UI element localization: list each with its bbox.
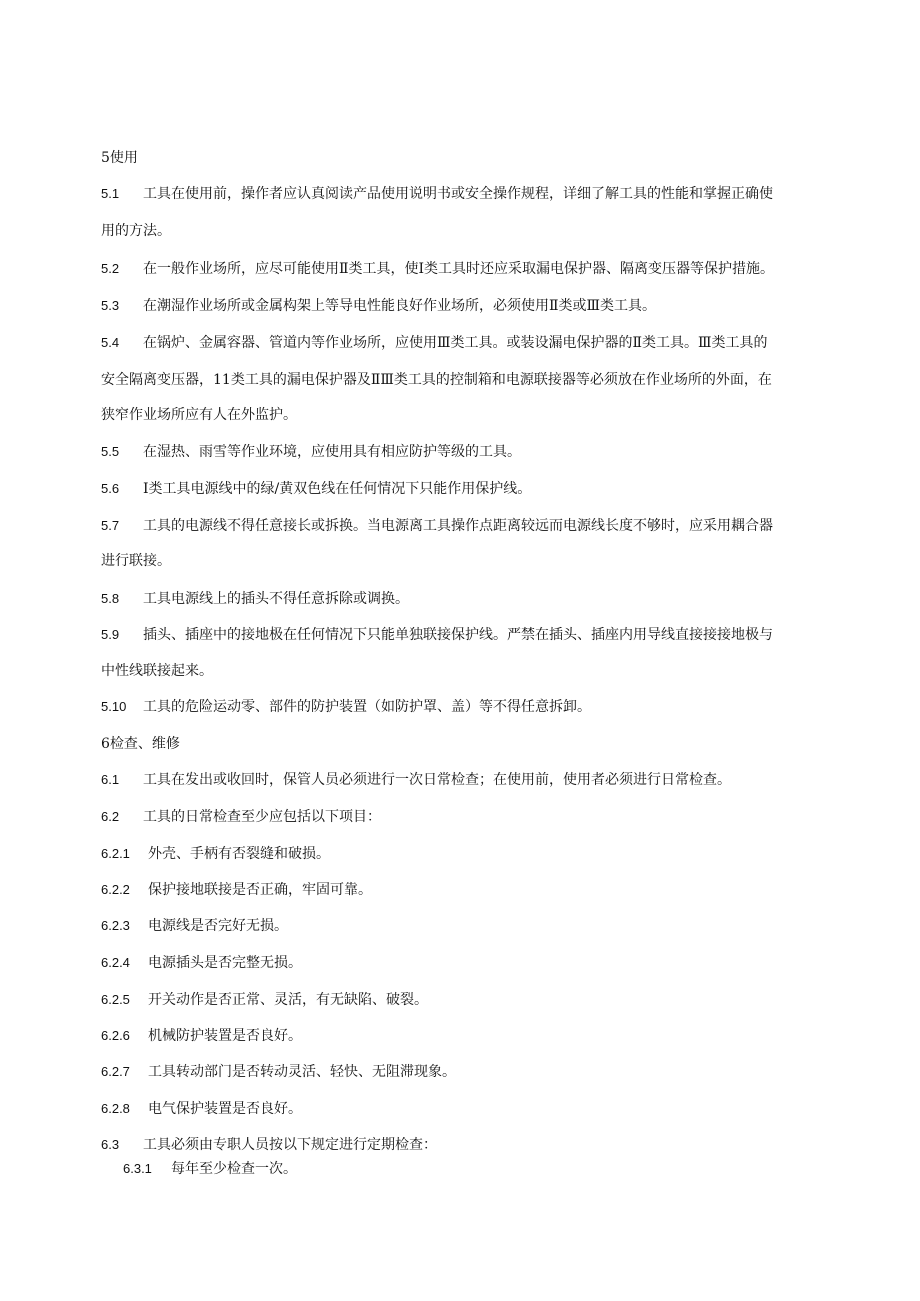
clause-6-2-6 [101,1026,302,1046]
clause-5-4-continuation [101,370,772,390]
clause-6-2-5 [101,990,428,1010]
clause-6-2-7 [101,1062,456,1082]
clause-text: 工具在使用前，操作者应认真阅读产品使用说明书或安全操作规程，详细了解工具的性能和掌握正确使 [143,186,773,202]
clause-number: 6.3 [101,1137,120,1152]
clause-5-3 [101,296,656,316]
clause-number: 6.2.5 [101,992,130,1007]
section-heading-5 [101,148,138,168]
clause-text: 工具的日常检查至少应包括以下项目： [143,809,381,825]
section-title: 6检查、维修 [101,736,180,752]
clause-number: 6.3.1 [123,1161,152,1176]
clause-5-4-continuation-2 [101,405,297,425]
clause-text: 保护接地联接是否正确，牢固可靠。 [148,882,372,898]
clause-number: 6.2.3 [101,918,130,933]
clause-text: 开关动作是否正常、灵活，有无缺陷、破裂。 [148,992,428,1008]
clause-text: 在锅炉、金属容器、管道内等作业场所，应使用Ⅲ类工具。或装设漏电保护器的Ⅱ类工具。Ⅲ类工具的 [143,335,768,351]
clause-number: 6.2.1 [101,846,130,861]
clause-6-2-3 [101,916,288,936]
clause-5-9-continuation [101,661,213,681]
clause-number: 5.6 [101,481,120,496]
clause-text: 工具电源线上的插头不得任意拆除或调换。 [143,591,409,607]
clause-5-4 [101,333,768,353]
clause-6-2-4 [101,953,302,973]
clause-text: Ⅰ类工具电源线中的绿/黄双色线在任何情况下只能作用保护线。 [143,481,532,497]
clause-5-9 [101,625,773,645]
clause-5-10 [101,697,591,717]
clause-number: 5.9 [101,627,120,642]
clause-text: 外壳、手柄有否裂缝和破损。 [148,846,330,862]
clause-5-6 [101,479,531,499]
clause-number: 5.5 [101,444,120,459]
clause-number: 5.1 [101,186,120,201]
clause-number: 5.10 [101,699,127,714]
clause-5-7 [101,516,773,536]
clause-number: 6.2.2 [101,882,130,897]
clause-number: 5.7 [101,518,120,533]
clause-6-2-8 [101,1099,302,1119]
clause-text: 工具在发出或收回时，保管人员必须进行一次日常检查；在使用前，使用者必须进行日常检查。 [143,772,731,788]
clause-text: 电源线是否完好无损。 [148,918,288,934]
clause-text: 安全隔离变压器，11类工具的漏电保护器及ⅡⅢ类工具的控制箱和电源联接器等必须放在作业场所的外面，在 [101,372,772,388]
clause-text: 工具的危险运动零、部件的防护装置（如防护罩、盖）等不得任意拆卸。 [143,699,591,715]
clause-text: 工具必须由专职人员按以下规定进行定期检查： [143,1137,437,1153]
clause-number: 6.2.4 [101,955,130,970]
clause-text: 进行联接。 [101,553,171,569]
clause-number: 5.3 [101,298,120,313]
clause-5-2 [101,259,774,279]
clause-text: 在潮湿作业场所或金属构架上等导电性能良好作业场所，必须使用Ⅱ类或Ⅲ类工具。 [143,298,657,314]
clause-5-8 [101,589,409,609]
clause-6-2 [101,807,381,827]
clause-number: 6.2.6 [101,1028,130,1043]
clause-text: 在湿热、雨雪等作业环境，应使用具有相应防护等级的工具。 [143,444,521,460]
clause-text: 中性线联接起来。 [101,663,213,679]
clause-number: 6.2 [101,809,120,824]
section-heading-6 [101,734,180,754]
clause-6-1 [101,770,731,790]
clause-5-7-continuation [101,551,171,571]
clause-text: 用的方法。 [101,223,171,239]
clause-text: 在一般作业场所，应尽可能使用Ⅱ类工具，使Ⅰ类工具时还应采取漏电保护器、隔离变压器等保护措施。 [143,261,775,277]
clause-number: 6.2.8 [101,1101,130,1116]
clause-number: 6.2.7 [101,1064,130,1079]
clause-text: 工具转动部门是否转动灵活、轻快、无阻滞现象。 [148,1064,456,1080]
clause-number: 5.8 [101,591,120,606]
clause-6-2-2 [101,880,372,900]
clause-5-1-continuation [101,221,171,241]
clause-text: 机械防护装置是否良好。 [148,1028,302,1044]
clause-text: 每年至少检查一次。 [171,1161,297,1177]
clause-number: 5.2 [101,261,120,276]
clause-6-3 [101,1135,437,1155]
clause-text: 电源插头是否完整无损。 [148,955,302,971]
clause-text: 插头、插座中的接地极在任何情况下只能单独联接保护线。严禁在插头、插座内用导线直接接接地极与 [143,627,773,643]
clause-6-2-1 [101,844,330,864]
clause-6-3-1 [123,1159,297,1179]
clause-5-1 [101,184,773,204]
clause-5-5 [101,442,521,462]
clause-text: 电气保护装置是否良好。 [148,1101,302,1117]
clause-number: 5.4 [101,335,120,350]
clause-text: 工具的电源线不得任意接长或拆换。当电源离工具操作点距离较远而电源线长度不够时，应采用耦合器 [143,518,773,534]
clause-number: 6.1 [101,772,120,787]
section-title: 5使用 [101,150,138,166]
clause-text: 狭窄作业场所应有人在外监护。 [101,407,297,423]
